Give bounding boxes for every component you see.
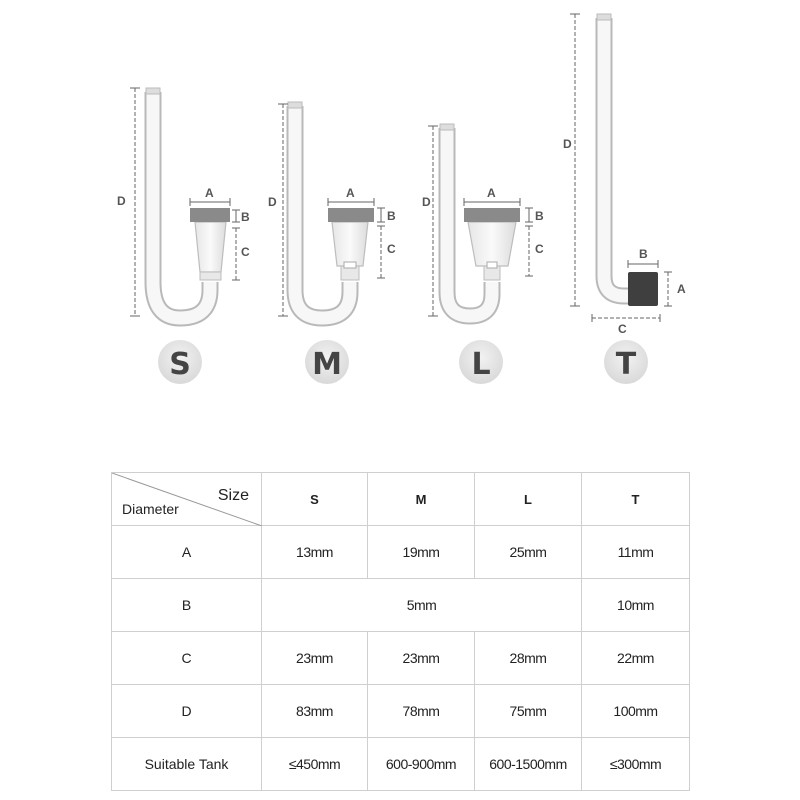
row-label-b: B [112,579,262,632]
model-t-dim-b: B [639,247,648,261]
model-s-dim-b: B [241,210,250,224]
cell-c-m: 23mm [368,632,475,685]
row-label-c: C [112,632,262,685]
column-header-s: S [262,473,368,526]
header-size-label: Size [217,487,249,504]
corner-header-cell [112,473,262,526]
cell-d-t: 100mm [582,685,690,738]
badge-m-text: M [312,347,342,382]
cell-a-s: 13mm [262,526,368,579]
cell-d-l: 75mm [475,685,582,738]
size-table [111,472,690,791]
cell-a-t: 11mm [582,526,690,579]
badge-s-text: S [169,347,191,382]
column-header-t: T [582,473,690,526]
badge-s [158,340,202,384]
badge-l-text: L [471,347,491,382]
model-l-dim-b: B [535,209,544,223]
table-header-row [112,473,690,526]
column-header-l: L [475,473,582,526]
table-row [112,579,690,632]
model-l-diagram [422,124,544,316]
header-diameter-label: Diameter [122,501,179,517]
model-m-dim-c: C [387,242,396,256]
badge-t [604,340,648,384]
cell-c-s: 23mm [262,632,368,685]
cell-tank-l: 600-1500mm [475,738,582,791]
model-s-dim-a: A [205,186,214,200]
cell-b-t: 10mm [582,579,690,632]
cell-a-m: 19mm [368,526,475,579]
badge-m [305,340,349,384]
cell-d-s: 83mm [262,685,368,738]
model-t-diagram [563,14,686,336]
model-t-dim-a: A [677,282,686,296]
cell-tank-t: ≤300mm [582,738,690,791]
model-m-dim-b: B [387,209,396,223]
model-l-dim-d: D [422,195,431,209]
model-m-dim-d: D [268,195,277,209]
model-l-dim-c: C [535,242,544,256]
cell-b-s-m-l: 5mm [262,579,582,632]
cell-c-l: 28mm [475,632,582,685]
model-s-diagram [117,88,250,318]
model-s-dim-d: D [117,194,126,208]
column-header-m: M [368,473,475,526]
model-t-dim-c: C [618,322,627,336]
row-label-a: A [112,526,262,579]
table-row [112,632,690,685]
badge-l [459,340,503,384]
row-label-suitable-tank: Suitable Tank [112,738,262,791]
table-row [112,685,690,738]
model-s-dim-c: C [241,245,250,259]
cell-tank-m: 600-900mm [368,738,475,791]
badge-t-text: T [615,347,637,382]
cell-c-t: 22mm [582,632,690,685]
cell-a-l: 25mm [475,526,582,579]
row-label-d: D [112,685,262,738]
model-t-dim-d: D [563,137,572,151]
table-row [112,526,690,579]
model-m-dim-a: A [346,186,355,200]
cell-d-m: 78mm [368,685,475,738]
table-row [112,738,690,791]
cell-tank-s: ≤450mm [262,738,368,791]
model-m-diagram [268,102,396,318]
model-l-dim-a: A [487,186,496,200]
